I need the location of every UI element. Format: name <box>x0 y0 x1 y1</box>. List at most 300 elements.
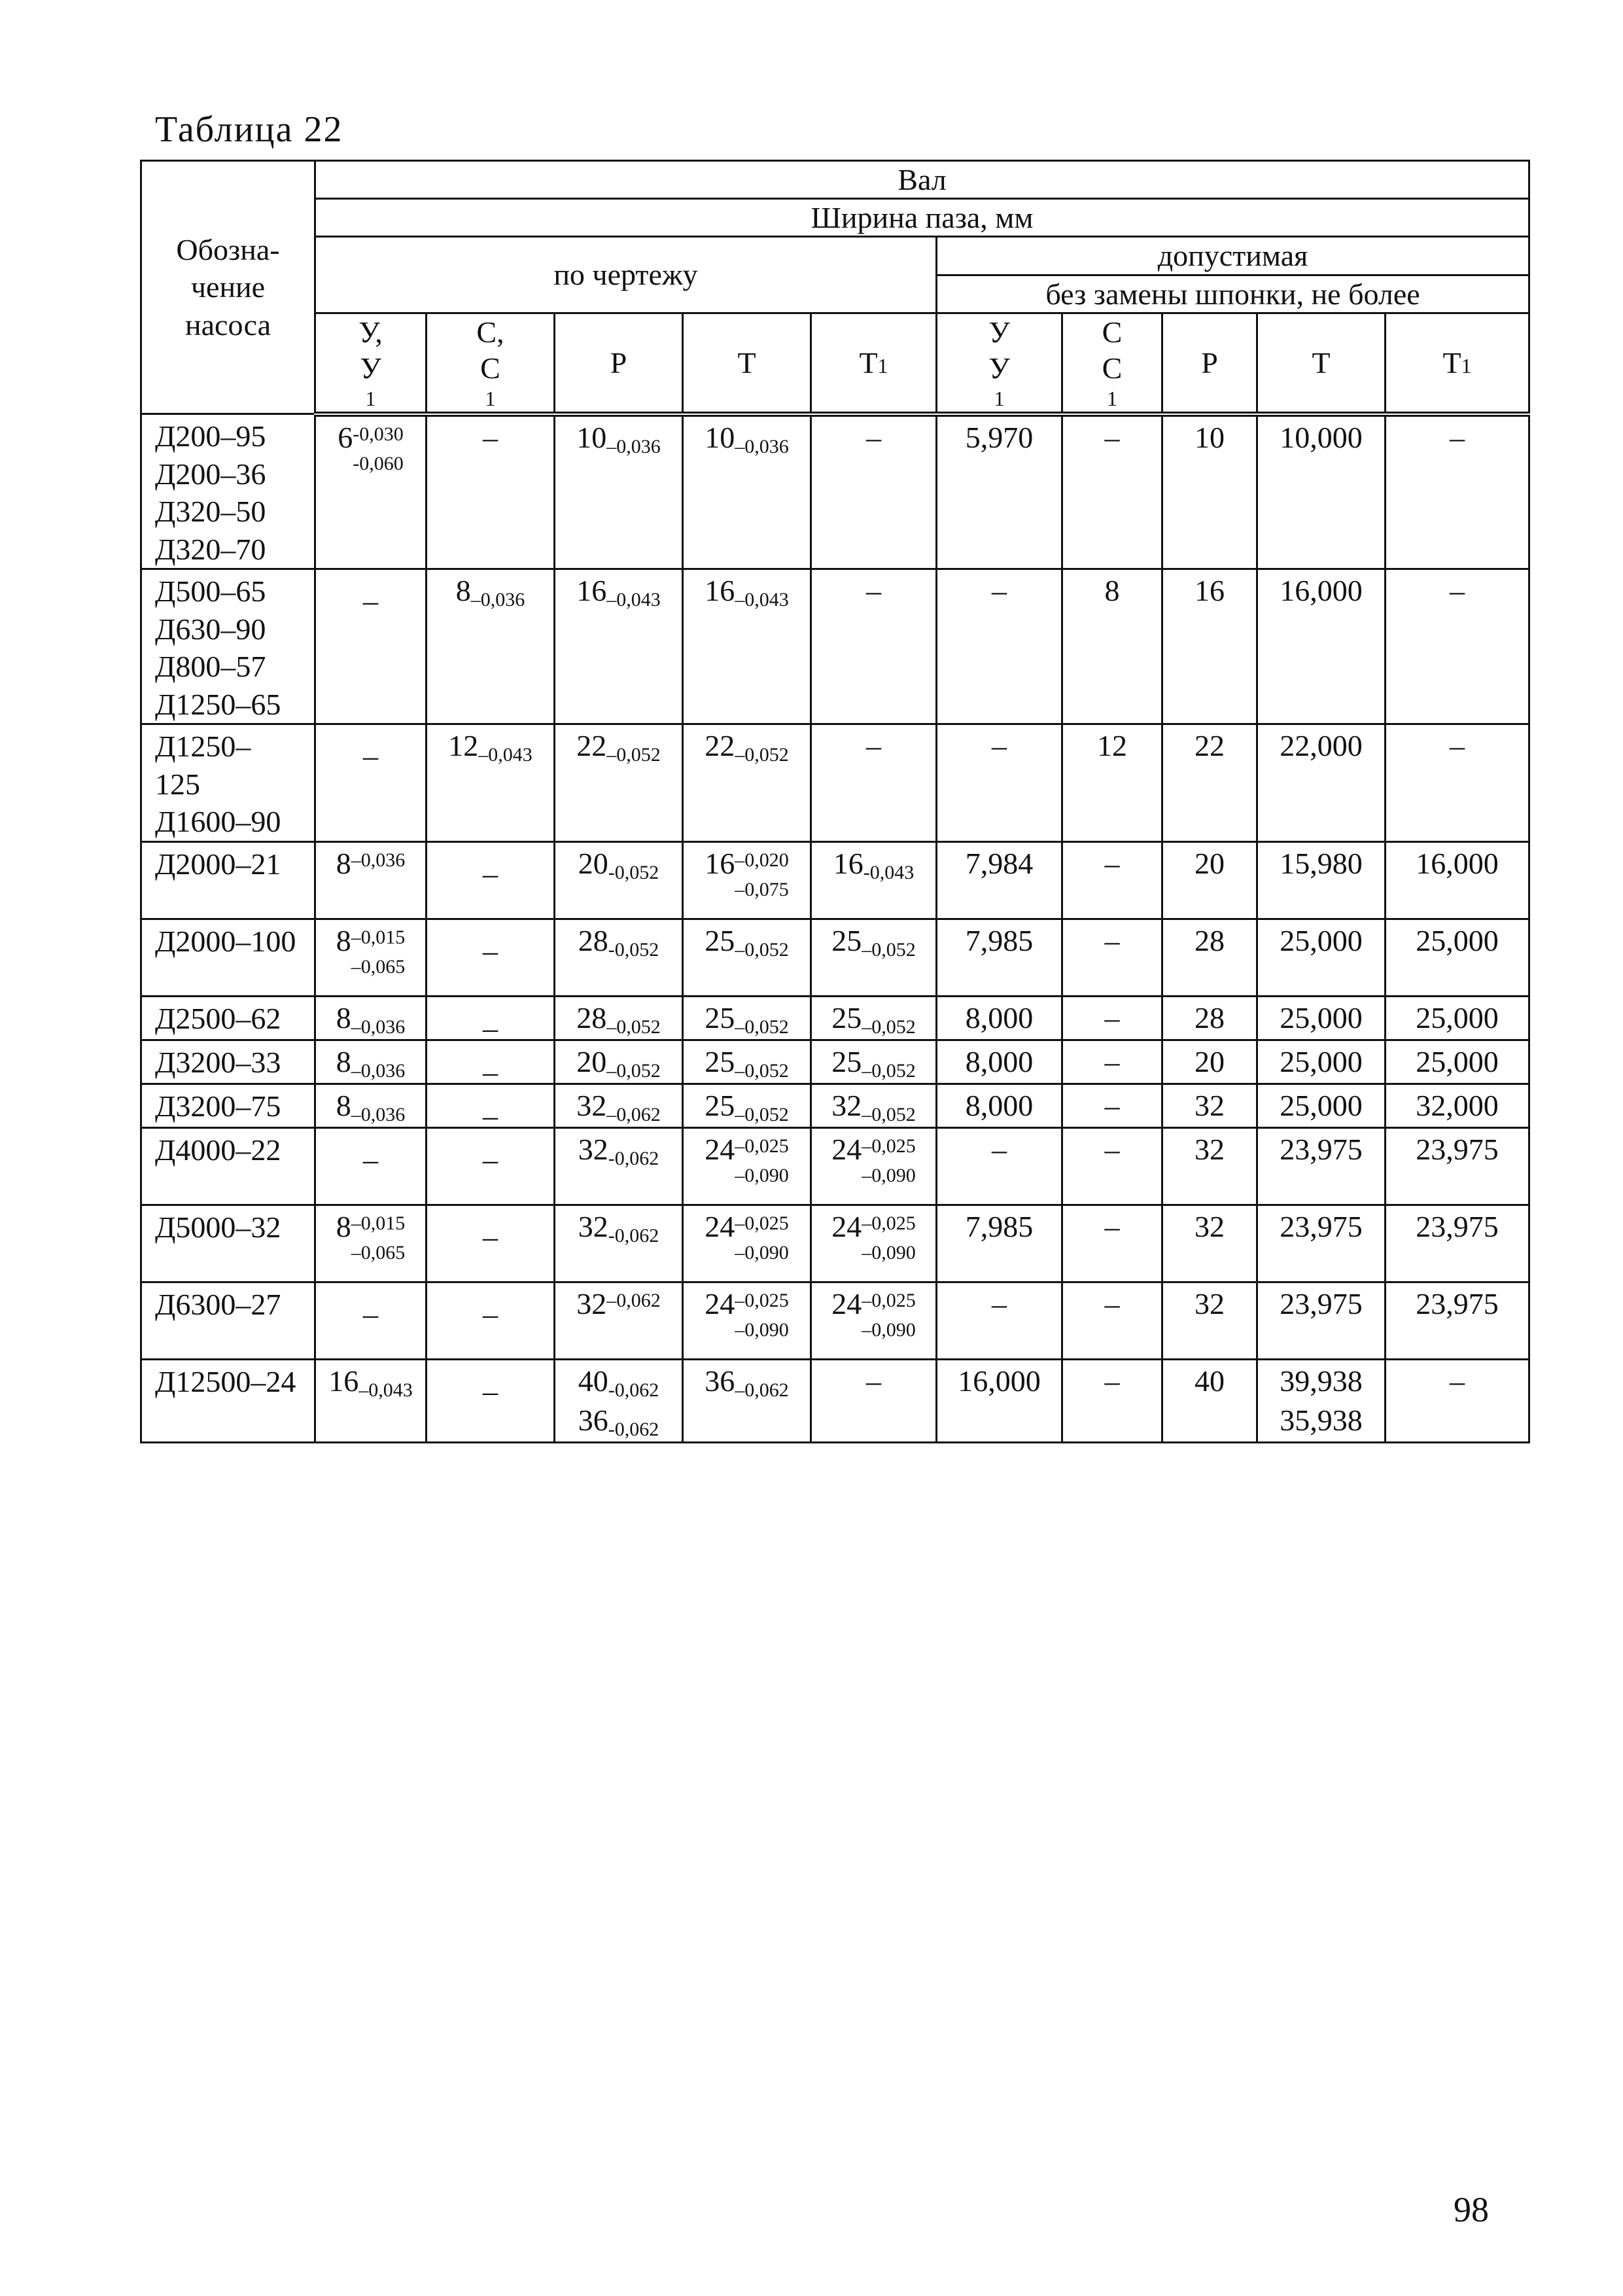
value-cell <box>1386 569 1529 724</box>
cell-value: _ <box>363 574 378 608</box>
nominal-size: 16 <box>705 846 735 880</box>
tolerance: –0,036 <box>351 1103 406 1125</box>
column-header-letter: С <box>1102 315 1123 349</box>
toleranced-value <box>578 1132 659 1169</box>
tolerance-pair <box>735 1209 789 1267</box>
pump-designation: Д2000–100 <box>155 924 296 958</box>
value-cell <box>315 1084 427 1127</box>
value-cell <box>1162 414 1257 569</box>
subscript: 1 <box>485 387 496 411</box>
tolerance: –0,036 <box>606 435 661 457</box>
cell-value: 23,975 <box>1416 1132 1499 1166</box>
nominal-size: 16 <box>328 1364 359 1398</box>
nominal-size: 32 <box>576 1286 607 1320</box>
cell-value: – <box>1104 1132 1120 1166</box>
designation-header: Обозна- чение насоса <box>176 232 280 342</box>
cell-value: 23,975 <box>1416 1286 1499 1320</box>
pump-designation-cell <box>141 919 315 996</box>
value-cell <box>1162 1282 1257 1359</box>
pump-designation-cell <box>141 1205 315 1282</box>
tolerance: –0,052 <box>862 938 916 961</box>
cell-value: _ <box>483 846 498 880</box>
nominal-size: 25 <box>705 1044 735 1078</box>
value-cell <box>555 996 683 1040</box>
tolerance: –0,043 <box>606 589 661 611</box>
upper-deviation: –0,025 <box>735 1212 789 1234</box>
nominal-size: 25 <box>705 923 735 957</box>
toleranced-value <box>831 923 916 961</box>
column-header-letter: У, <box>358 315 383 349</box>
tolerance: –0,036 <box>351 1016 406 1038</box>
value-cell <box>1386 1359 1529 1442</box>
pump-designation-cell <box>141 724 315 842</box>
lower-deviation <box>351 875 406 904</box>
cell-value: 20 <box>1195 846 1225 880</box>
table-row <box>141 1359 1529 1442</box>
value-cell <box>683 1040 811 1084</box>
tolerance: –0,036 <box>735 435 789 457</box>
value-cell <box>937 1205 1062 1282</box>
pump-designation: Д4000–22 <box>155 1133 281 1167</box>
value-cell <box>811 1359 937 1442</box>
pump-designation-cell <box>141 1127 315 1205</box>
cell-value: 16,000 <box>1416 846 1499 880</box>
toleranced-value <box>336 1044 406 1082</box>
toleranced-value <box>705 1000 789 1038</box>
column-header <box>315 313 427 414</box>
upper-deviation: –0,025 <box>735 1135 789 1157</box>
nominal-size: 8 <box>336 1209 351 1243</box>
tolerance: –0,052 <box>735 1059 789 1082</box>
cell-value: 7,985 <box>965 1209 1034 1243</box>
value-cell <box>811 1084 937 1127</box>
value-cell <box>811 841 937 919</box>
cell-value: _ <box>483 1364 498 1398</box>
nominal-size: 22 <box>705 729 735 763</box>
value-cell <box>1162 1127 1257 1205</box>
value-cell <box>811 1282 937 1359</box>
value-cell <box>1257 1205 1386 1282</box>
value-cell <box>1162 841 1257 919</box>
value-cell <box>811 996 937 1040</box>
pump-designation: Д500–65 <box>155 574 266 609</box>
value-cell <box>1257 724 1386 842</box>
nominal-size: 28 <box>576 1000 607 1034</box>
value-cell <box>1257 1282 1386 1359</box>
value-cell <box>937 1040 1062 1084</box>
cell-value: _ <box>363 1132 378 1166</box>
cell-value: 20 <box>1195 1044 1225 1078</box>
value-cell <box>1257 919 1386 996</box>
value-cell <box>427 1282 555 1359</box>
value-cell <box>1257 569 1386 724</box>
lower-deviation: –0,090 <box>735 1164 789 1186</box>
value-cell <box>427 1359 555 1442</box>
tolerance: -0,062 <box>608 1418 659 1440</box>
value-cell <box>555 1040 683 1084</box>
toleranced-value <box>578 846 659 883</box>
value-cell <box>1257 841 1386 919</box>
value-cell <box>937 841 1062 919</box>
column-header: Р <box>1162 313 1257 414</box>
value-cell <box>555 1359 683 1442</box>
value-cell <box>315 414 427 569</box>
nominal-size: 32 <box>578 1132 608 1166</box>
cell-value: 16,000 <box>1280 574 1363 608</box>
column-header-sub: С 1 <box>427 350 553 412</box>
value-cell <box>555 1205 683 1282</box>
lower-deviation: –0,090 <box>862 1164 916 1186</box>
value-cell <box>1257 996 1386 1040</box>
cell-value: 23,975 <box>1280 1132 1363 1166</box>
tolerance-pair <box>862 1286 916 1345</box>
column-header-sub: У 1 <box>937 350 1061 412</box>
column-header <box>427 313 555 414</box>
nominal-size: 22 <box>576 729 607 763</box>
cell-value: – <box>992 1132 1007 1166</box>
nominal-size: 20 <box>578 846 608 880</box>
lower-deviation: –0,090 <box>735 1241 789 1263</box>
value-cell <box>1386 1205 1529 1282</box>
cell-value: – <box>866 420 881 454</box>
toleranced-value <box>448 729 532 766</box>
toleranced-value <box>705 923 789 961</box>
lower-deviation: –0,065 <box>351 955 406 978</box>
value-cell <box>1162 1359 1257 1442</box>
cell-value: – <box>1104 1088 1120 1122</box>
value-cell <box>937 414 1062 569</box>
value-cell <box>1386 1127 1529 1205</box>
pump-designation-cell <box>141 1084 315 1127</box>
cell-line <box>555 1402 682 1441</box>
value-cell <box>1257 1040 1386 1084</box>
value-cell <box>315 996 427 1040</box>
toleranced-value <box>705 1088 789 1125</box>
nominal-size: 12 <box>448 729 479 763</box>
tolerance: –0,052 <box>606 744 661 766</box>
subscript: 1 <box>1107 387 1117 411</box>
cell-value: 25,000 <box>1280 1044 1363 1078</box>
no-key-replace-header: без замены шпонки, не более <box>937 275 1529 313</box>
toleranced-value <box>578 1364 659 1401</box>
nominal-size: 36 <box>705 1364 735 1398</box>
value-cell <box>1162 1205 1257 1282</box>
tolerance: –0,036 <box>351 1059 406 1082</box>
value-cell <box>811 919 937 996</box>
tolerance: -0,052 <box>608 861 659 883</box>
subscript: 1 <box>1461 353 1472 378</box>
value-cell <box>683 841 811 919</box>
value-cell <box>427 1127 555 1205</box>
value-cell <box>1062 996 1162 1040</box>
value-cell <box>1062 1084 1162 1127</box>
cell-value: – <box>483 420 498 454</box>
value-cell <box>683 1084 811 1127</box>
table-row <box>141 1205 1529 1282</box>
table-row <box>141 724 1529 842</box>
nominal-size: 16 <box>576 574 607 608</box>
value-cell <box>1162 919 1257 996</box>
value-cell <box>1062 919 1162 996</box>
lower-deviation: –0,065 <box>351 1241 406 1263</box>
value-cell <box>315 841 427 919</box>
toleranced-value <box>455 574 525 611</box>
toleranced-value <box>576 1287 661 1320</box>
cell-value: – <box>1450 1364 1465 1398</box>
value-cell <box>1162 1040 1257 1084</box>
cell-value: – <box>1104 1000 1120 1034</box>
toleranced-value <box>831 1209 916 1263</box>
pump-designation: 125 <box>155 767 200 801</box>
tolerance: -0,062 <box>608 1379 659 1401</box>
column-header-stack <box>1063 314 1161 412</box>
column-header: Р <box>555 313 683 414</box>
tolerance: –0,036 <box>470 589 525 611</box>
lower-deviation <box>606 1315 661 1345</box>
column-header-stack <box>427 314 553 412</box>
value-cell <box>937 1282 1062 1359</box>
tolerance: –0,052 <box>606 1059 661 1082</box>
toleranced-value <box>336 1088 406 1125</box>
value-cell <box>1062 724 1162 842</box>
value-cell <box>683 919 811 996</box>
nominal-size: 8 <box>336 1044 351 1078</box>
tolerance: –0,052 <box>606 1016 661 1038</box>
value-cell <box>555 841 683 919</box>
lower-deviation: –0,090 <box>735 1318 789 1341</box>
nominal-size: 24 <box>831 1286 862 1320</box>
cell-value: _ <box>483 1209 498 1243</box>
nominal-size: 25 <box>831 923 862 957</box>
cell-value: – <box>1104 846 1120 880</box>
toleranced-value <box>833 846 915 883</box>
value-cell <box>1386 1282 1529 1359</box>
page-number: 98 <box>1454 2190 1489 2229</box>
cell-value: 28 <box>1195 923 1225 957</box>
cell-value: 16 <box>1195 574 1225 608</box>
cell-value: 28 <box>1195 1000 1225 1034</box>
pump-designation-cell <box>141 1359 315 1442</box>
nominal-size: 10 <box>576 420 607 454</box>
value-cell <box>427 919 555 996</box>
cell-value: 10,000 <box>1280 420 1363 454</box>
table-row <box>141 919 1529 996</box>
cell-value: 32,000 <box>1416 1088 1499 1122</box>
value-cell <box>683 414 811 569</box>
lower-deviation: –0,090 <box>862 1241 916 1263</box>
upper-deviation: –0,025 <box>862 1135 916 1157</box>
value-cell <box>937 1084 1062 1127</box>
table-row <box>141 1127 1529 1205</box>
value-cell <box>427 996 555 1040</box>
toleranced-value <box>831 1286 916 1341</box>
cell-value: – <box>866 729 881 763</box>
value-cell <box>1062 1040 1162 1084</box>
value-cell <box>1162 724 1257 842</box>
pump-designation: Д12500–24 <box>155 1364 296 1398</box>
cell-value: 22,000 <box>1280 729 1363 763</box>
cell-value: 25,000 <box>1416 923 1499 957</box>
cell-value: 23,975 <box>1416 1209 1499 1243</box>
toleranced-value <box>576 420 661 457</box>
pump-designation: Д630–90 <box>155 612 266 646</box>
cell-value: 32 <box>1195 1209 1225 1243</box>
cell-value: 23,975 <box>1280 1286 1363 1320</box>
column-header-letter: С, <box>476 315 504 349</box>
tolerance-pair <box>735 1131 789 1190</box>
toleranced-value <box>705 1132 789 1186</box>
value-cell <box>937 996 1062 1040</box>
tolerance: -0,062 <box>608 1224 659 1246</box>
table-row <box>141 1282 1529 1359</box>
cell-value: – <box>1104 1286 1120 1320</box>
cell-value: _ <box>363 1286 378 1320</box>
toleranced-value <box>705 1286 789 1341</box>
tolerance: –0,052 <box>735 744 789 766</box>
tolerance-pair <box>862 1209 916 1267</box>
toleranced-value <box>576 574 661 611</box>
cell-value: 7,985 <box>965 923 1034 957</box>
value-cell <box>315 569 427 724</box>
toleranced-value <box>328 1364 413 1401</box>
value-cell <box>683 1127 811 1205</box>
pump-designation: Д3200–33 <box>155 1045 281 1079</box>
subscript: 1 <box>877 353 888 378</box>
value-cell <box>937 919 1062 996</box>
tolerance-pair <box>353 419 404 478</box>
toleranced-value <box>705 1209 789 1263</box>
nominal-size: 24 <box>831 1132 862 1166</box>
value-cell <box>315 1359 427 1442</box>
cell-line <box>555 1363 682 1402</box>
tolerance: -0,052 <box>608 938 659 961</box>
value-cell <box>1062 414 1162 569</box>
cell-value: 10 <box>1195 420 1225 454</box>
upper-deviation: -0,030 <box>353 423 404 445</box>
upper-deviation: –0,036 <box>351 849 406 871</box>
cell-line <box>1258 1363 1384 1402</box>
value-cell <box>1257 414 1386 569</box>
nominal-size: 24 <box>831 1209 862 1243</box>
toleranced-value <box>338 420 404 474</box>
cell-value: – <box>1450 729 1465 763</box>
nominal-size: 8 <box>336 1088 351 1122</box>
value-cell <box>1386 1040 1529 1084</box>
toleranced-value <box>831 1088 916 1125</box>
value-cell <box>1162 569 1257 724</box>
value-cell <box>555 1127 683 1205</box>
cell-value: 8,000 <box>965 1088 1034 1122</box>
shaft-groove-width-table <box>140 160 1530 1443</box>
column-header <box>937 313 1062 414</box>
value-cell <box>555 919 683 996</box>
toleranced-value <box>576 729 661 766</box>
nominal-size: 8 <box>455 574 471 608</box>
cell-value: 32 <box>1195 1132 1225 1166</box>
value-cell <box>555 1282 683 1359</box>
pump-designation: Д3200–75 <box>155 1089 281 1123</box>
tolerance: –0,043 <box>358 1379 413 1401</box>
lower-deviation: –0,090 <box>862 1318 916 1341</box>
value-cell <box>937 1359 1062 1442</box>
toleranced-value <box>336 1209 406 1263</box>
value-cell <box>1386 919 1529 996</box>
cell-value: 25,000 <box>1280 923 1363 957</box>
value-cell <box>315 724 427 842</box>
pump-designation-cell <box>141 414 315 569</box>
cell-value: – <box>1450 574 1465 608</box>
value-cell <box>1386 414 1529 569</box>
value-cell <box>555 1084 683 1127</box>
column-header-letter: Т <box>859 345 878 380</box>
value-cell <box>683 1282 811 1359</box>
pump-designation: Д1250– <box>155 730 251 764</box>
cell-value: 25,000 <box>1416 1044 1499 1078</box>
column-header: Т <box>1257 313 1386 414</box>
upper-deviation: –0,025 <box>862 1289 916 1311</box>
cell-value: 5,970 <box>965 420 1034 454</box>
nominal-size: 32 <box>578 1209 608 1243</box>
pump-designation: Д1250–65 <box>155 687 281 721</box>
cell-value: – <box>992 1286 1007 1320</box>
tolerance-pair <box>351 1209 406 1267</box>
pump-designation-cell <box>141 1282 315 1359</box>
designation-header-cell <box>141 161 315 414</box>
nominal-size: 24 <box>705 1209 735 1243</box>
upper-deviation: –0,015 <box>351 926 406 948</box>
value-cell <box>1386 724 1529 842</box>
column-header-letter: Т <box>1442 345 1461 380</box>
nominal-size: 35,938 <box>1280 1403 1363 1437</box>
value-cell <box>683 1205 811 1282</box>
tolerance: -0,062 <box>608 1147 659 1169</box>
cell-value: – <box>866 574 881 608</box>
value-cell <box>683 569 811 724</box>
pump-designation: Д320–70 <box>155 532 266 566</box>
column-header <box>811 313 937 414</box>
cell-value: 23,975 <box>1280 1209 1363 1243</box>
nominal-size: 6 <box>338 420 353 454</box>
cell-value: _ <box>483 1132 498 1166</box>
table-row <box>141 996 1529 1040</box>
toleranced-value <box>831 1044 916 1082</box>
table-row <box>141 841 1529 919</box>
subscript: 1 <box>994 387 1005 411</box>
nominal-size: 25 <box>831 1000 862 1034</box>
pump-designation-cell <box>141 841 315 919</box>
toleranced-value <box>705 420 789 457</box>
value-cell <box>1162 1084 1257 1127</box>
cell-value: 32 <box>1195 1088 1225 1122</box>
nominal-size: 32 <box>831 1088 862 1122</box>
cell-value: _ <box>483 1000 498 1034</box>
value-cell <box>1386 996 1529 1040</box>
pump-designation: Д320–50 <box>155 495 266 529</box>
toleranced-value <box>336 1000 406 1038</box>
lower-deviation: –0,075 <box>735 878 789 900</box>
table-row <box>141 1084 1529 1127</box>
tolerance-pair <box>735 1286 789 1345</box>
table-row <box>141 1040 1529 1084</box>
value-cell <box>427 1084 555 1127</box>
toleranced-value <box>576 1088 661 1125</box>
tolerance: –0,052 <box>735 938 789 961</box>
nominal-size: 25 <box>705 1088 735 1122</box>
column-header-sub: У 1 <box>316 350 425 412</box>
toleranced-value <box>576 1044 661 1082</box>
nominal-size: 8 <box>336 1000 351 1034</box>
table-caption: Таблица 22 <box>155 109 343 150</box>
